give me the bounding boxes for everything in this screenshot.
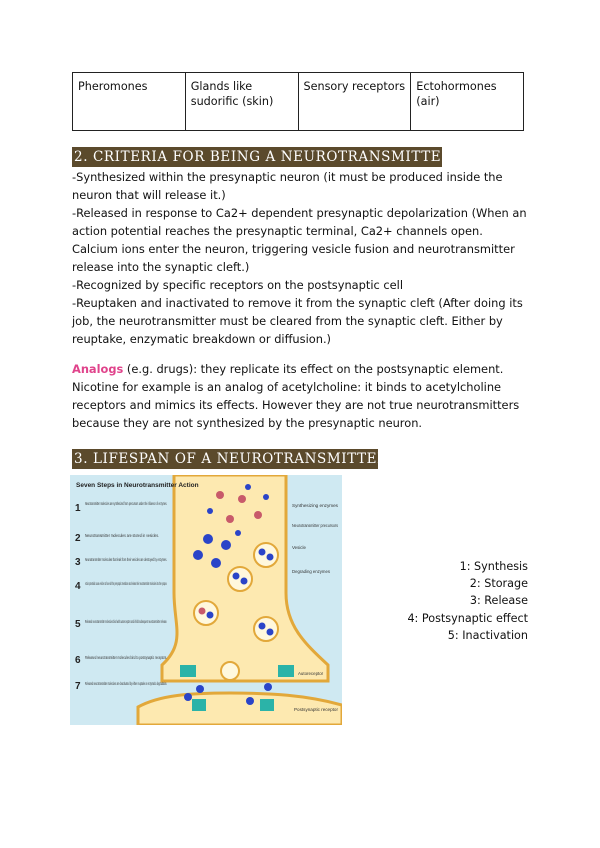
step-number: 2	[75, 533, 81, 544]
lifespan-step: 2: Storage	[469, 577, 528, 591]
step-number: 1	[75, 503, 81, 514]
step-caption: Released neurotransmitter molecules bind to postsynaptic receptors.	[85, 655, 167, 660]
step-caption: Released neurotransmitter molecules bind with autoreceptors and inhibit subsequent neurotransmitter release.	[85, 619, 167, 624]
analogs-paragraph	[72, 360, 528, 432]
step-caption: Action potentials cause vesicles to fuse with the presynaptic membrane and release their neurotransmitter molecules into the synapse.	[85, 581, 167, 586]
table-cell: Sensory receptors	[298, 73, 411, 131]
analogs-text: (e.g. drugs): they replicate its effect on the postsynaptic element. Nicotine for example is an analog of acetylcholine: it binds to acetylcholine receptors and mimics its effects. However they are not true neurotransmitters because they are not synthesized by the presynaptic neuron.	[72, 362, 520, 430]
step-caption: Released neurotransmitter molecules are deactivated by either reuptake or enzymatic degradation.	[85, 681, 167, 686]
figure-title: Seven Steps in Neurotransmitter Action	[76, 482, 199, 489]
step-caption: Neurotransmitter molecules that leak from their vesicles are destroyed by enzymes.	[85, 557, 167, 562]
step-caption: Neurotransmitter molecules are synthesized from precursors under the influence of enzymes.	[85, 501, 167, 506]
step-number: 7	[75, 681, 81, 692]
section-2-heading: 2. CRITERIA FOR BEING A NEUROTRANSMITTER	[74, 149, 453, 165]
table-row	[73, 73, 524, 131]
lifespan-step: 1: Synthesis	[459, 560, 528, 573]
table-cell: Ectohormones (air)	[411, 73, 524, 131]
criteria-item: -Recognized by specific receptors on the postsynaptic cell	[72, 278, 404, 292]
label-precursors: Neurotransmitter precursors	[292, 523, 339, 528]
neurotransmitter-figure	[70, 475, 342, 725]
lifespan-step: 3: Release	[469, 594, 528, 608]
label-vesicle: Vesicle	[292, 545, 306, 550]
criteria-item: -Reuptaken and inactivated to remove it from the synaptic cleft (After doing its job, the neurotransmitter must be cleared from the synaptic cleft. Either by reuptake, enzymatic breakdown or diffusion.)	[72, 296, 523, 346]
step-number: 5	[75, 619, 81, 630]
section-3-heading: 3. LIFESPAN OF A NEUROTRANSMITTER	[74, 451, 388, 467]
label-postsynaptic-receptor: Postsynaptic receptor	[294, 707, 339, 712]
analogs-term: Analogs	[72, 362, 124, 376]
lifespan-steps	[368, 558, 528, 644]
step-number: 6	[75, 655, 81, 666]
label-synthesizing-enzymes: Synthesizing enzymes	[292, 503, 339, 508]
step-caption: Neurotransmitter molecules are stored in vesicles.	[85, 533, 159, 538]
criteria-item: -Released in response to Ca2+ dependent presynaptic depolarization (When an action potential reaches the presynaptic terminal, Ca2+ channels open. Calcium ions enter the neuron, triggering vesicle fusion and neurotransmitter release into the synaptic cleft.)	[72, 206, 527, 274]
hormone-table	[72, 72, 524, 131]
step-number: 4	[75, 581, 81, 592]
step-number: 3	[75, 557, 81, 568]
lifespan-step: 5: Inactivation	[447, 628, 528, 642]
lifespan-step: 4: Postsynaptic effect	[407, 611, 528, 625]
label-degrading-enzymes: Degrading enzymes	[292, 569, 331, 574]
label-autoreceptor: Autoreceptor	[298, 671, 324, 676]
table-cell: Pheromones	[73, 73, 186, 131]
table-cell: Glands like sudorific (skin)	[185, 73, 298, 131]
criteria-item: -Synthesized within the presynaptic neuron (it must be produced inside the neuron that will release it.)	[72, 170, 503, 202]
criteria-list	[72, 168, 528, 348]
